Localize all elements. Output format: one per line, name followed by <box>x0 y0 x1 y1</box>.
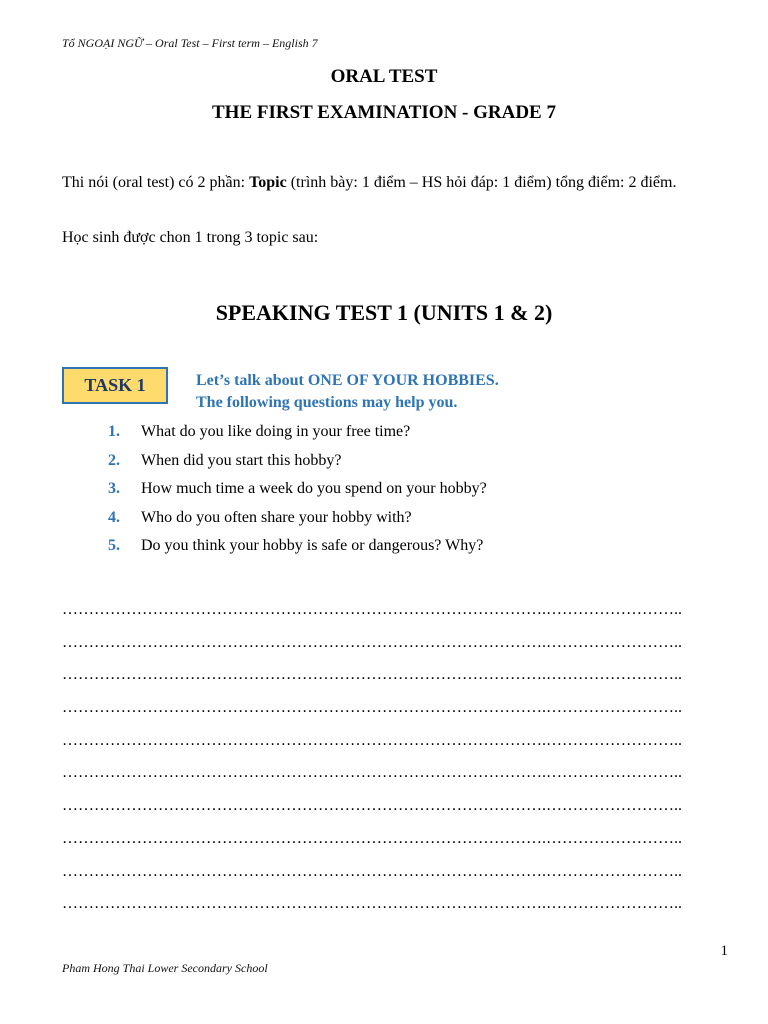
question-text: When did you start this hobby? <box>141 451 342 469</box>
question-list <box>108 423 487 566</box>
question-text: How much time a week do you spend on your hobby? <box>141 480 487 497</box>
intro-text-part1: Thi nói (oral test) có 2 phần: <box>62 174 250 191</box>
question-item <box>108 452 487 481</box>
page-number: 1 <box>720 943 728 959</box>
task-prompt <box>196 370 499 414</box>
answer-line: ……………………………………………………………………………….…………………….. <box>62 862 682 880</box>
question-number: 3. <box>108 480 120 497</box>
question-number: 5. <box>108 537 120 554</box>
page-header: Tổ NGOẠI NGỮ – Oral Test – First term – English 7 <box>62 36 318 50</box>
page-footer: Pham Hong Thai Lower Secondary School <box>62 961 268 975</box>
task-label: TASK 1 <box>84 375 146 395</box>
task-label-box <box>62 367 168 404</box>
answer-line: ……………………………………………………………………………….…………………….. <box>62 764 682 782</box>
answer-lines <box>62 601 710 928</box>
task-prompt-line2: The following questions may help you. <box>196 394 458 411</box>
question-number: 4. <box>108 508 120 526</box>
question-number: 1. <box>108 423 120 440</box>
question-item <box>108 423 487 452</box>
task-prompt-line1: Let’s talk about ONE OF YOUR HOBBIES. <box>196 372 499 389</box>
section-title: SPEAKING TEST 1 (UNITS 1 & 2) <box>215 300 553 325</box>
answer-line: ……………………………………………………………………………….…………………….. <box>62 829 682 847</box>
question-item <box>108 480 487 509</box>
answer-line: ……………………………………………………………………………….…………………….. <box>62 666 682 684</box>
question-number: 2. <box>108 451 120 469</box>
answer-line: ……………………………………………………………………………….…………………….. <box>62 633 682 651</box>
answer-line: ……………………………………………………………………………….…………………….. <box>62 797 682 815</box>
question-text: Do you think your hobby is safe or dangerous? Why? <box>141 537 484 554</box>
answer-line: ……………………………………………………………………………….…………………….. <box>62 699 682 717</box>
intro-paragraph <box>62 171 729 194</box>
intro-topic-bold: Topic <box>249 174 287 191</box>
answer-line: ……………………………………………………………………………….…………………….. <box>62 601 682 618</box>
document-title: ORAL TEST <box>330 66 438 87</box>
answer-line: ……………………………………………………………………………….…………………….. <box>62 731 682 749</box>
document-subtitle: THE FIRST EXAMINATION - GRADE 7 <box>212 102 556 123</box>
question-item <box>108 537 487 566</box>
question-text: Who do you often share your hobby with? <box>141 508 412 526</box>
question-text: What do you like doing in your free time? <box>141 423 411 440</box>
intro-text-part2: (trình bày: 1 điểm – HS hỏi đáp: 1 điểm) tổng điểm: 2 điểm. <box>286 174 677 191</box>
answer-line: ……………………………………………………………………………….…………………….. <box>62 895 682 913</box>
question-item <box>108 509 487 538</box>
intro-instruction: Học sinh được chon 1 trong 3 topic sau: <box>62 229 319 246</box>
